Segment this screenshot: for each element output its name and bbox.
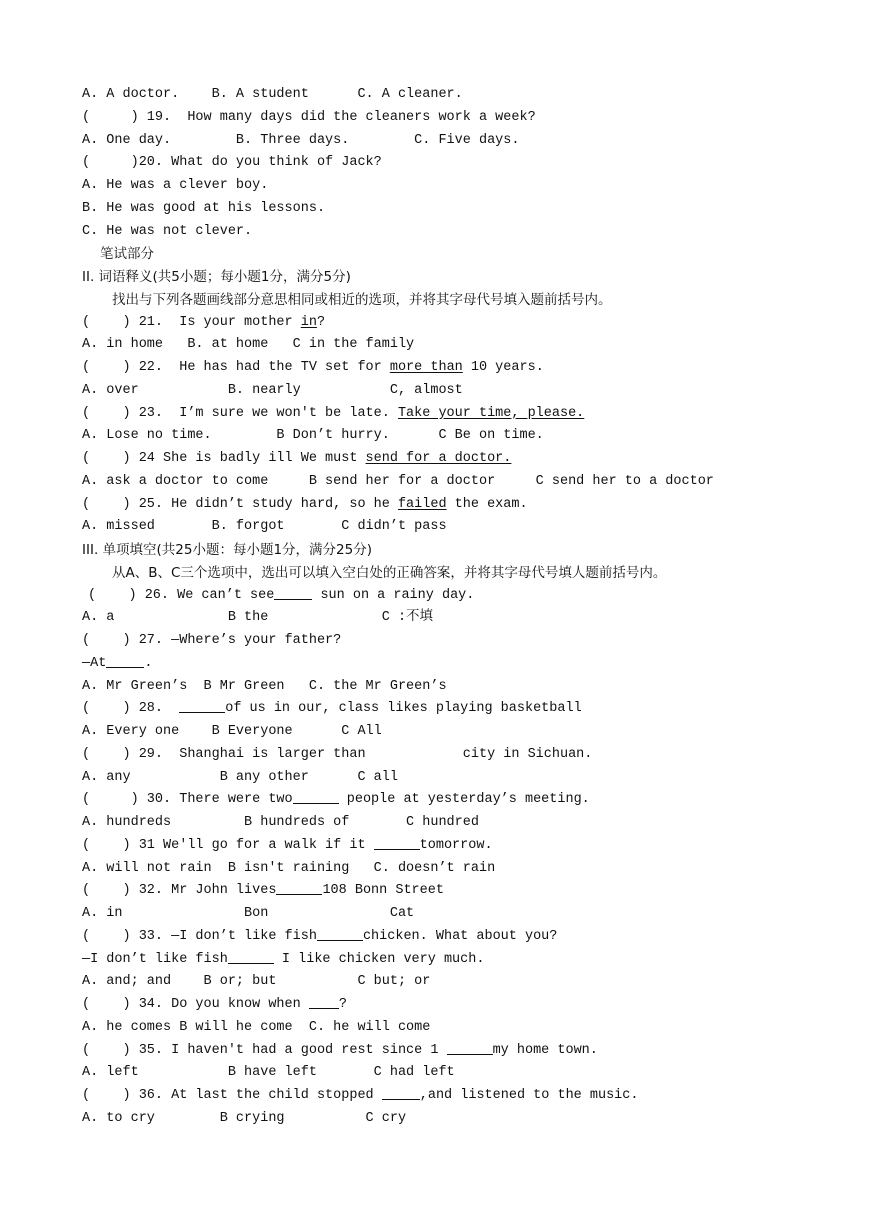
q30-text: ( ) 30. There were two	[82, 792, 293, 808]
q35-question	[82, 1040, 842, 1063]
q19-question: ( ) 19. How many days did the cleaners work a week?	[82, 109, 536, 125]
q22-text: ( ) 22. He has had the TV set for	[82, 360, 390, 375]
q32-question	[82, 880, 842, 903]
q24-text: ( ) 24 She is badly ill We must	[82, 451, 366, 466]
q28-blank	[179, 698, 225, 713]
q25-question	[82, 494, 842, 517]
q34-question	[82, 994, 842, 1017]
q21-question	[82, 312, 842, 335]
q23-text: ( ) 23. I’m sure we won't be late.	[82, 405, 398, 421]
q20-question: ( )20. What do you think of Jack?	[82, 155, 382, 171]
q21-options: A. in home B. at home C in the family	[82, 337, 415, 353]
q21-text: ( ) 21. Is your mother	[82, 314, 301, 330]
q32-blank	[276, 880, 322, 895]
q30-question	[82, 789, 842, 812]
q22-end: 10 years.	[462, 360, 544, 375]
written-part-heading: 笔试部分	[100, 246, 154, 263]
q33-question	[82, 926, 842, 949]
q36-end: ,and listened to the music.	[419, 1088, 639, 1103]
section-2-instructions: 找出与下列各题画线部分意思相同或相近的选项，并将其字母代号填入题前括号内。	[112, 291, 612, 308]
q31-text: ( ) 31 We'll go for a walk if it	[82, 837, 374, 853]
section-2-title: II. 词语释义(共5小题；每小题1分，满分5分)	[82, 269, 351, 285]
q36-blank	[382, 1085, 420, 1100]
section-3-title: III. 单项填空(共25小题：每小题1分，满分25分)	[82, 542, 373, 558]
q28-options: A. Every one B Everyone C All	[82, 724, 382, 739]
q35-end: my home town.	[492, 1042, 598, 1058]
q20-option-b: B. He was good at his lessons.	[82, 200, 326, 216]
q22-question	[82, 357, 842, 380]
q26-end: sun on a rainy day.	[312, 587, 475, 603]
q19-options: A. One day. B. Three days. C. Five days.	[82, 132, 520, 148]
q33-answer-end: I like chicken very much.	[273, 951, 485, 967]
q24-question	[82, 448, 842, 471]
q22-options: A. over B. nearly C, almost	[82, 382, 463, 398]
q26-options: A. a B the C :不填	[82, 610, 434, 626]
q33-options: A. and; and B or; but C but; or	[82, 974, 431, 990]
q25-text: ( ) 25. He didn’t study hard, so he	[82, 496, 398, 512]
q20-option-a: A. He was a clever boy.	[82, 178, 269, 193]
q25-end: the exam.	[446, 496, 528, 512]
q34-text: ( ) 34. Do you know when	[82, 997, 309, 1012]
q35-options: A. left B have left C had left	[82, 1065, 455, 1081]
q34-end: ?	[338, 997, 347, 1012]
exam-page	[82, 84, 842, 1131]
q33-end: chicken. What about you?	[362, 928, 558, 944]
q30-blank	[293, 789, 339, 804]
q21-end: ?	[316, 314, 326, 330]
q27-question: ( ) 27. —Where’s your father?	[82, 633, 342, 648]
q33-answer-line	[82, 949, 842, 972]
q23-question	[82, 403, 842, 426]
q36-text: ( ) 36. At last the child stopped	[82, 1088, 382, 1103]
q33-blank-1	[317, 926, 363, 941]
q20-option-c: C. He was not clever.	[82, 223, 253, 239]
q21-underlined: in	[300, 314, 317, 330]
q32-text: ( ) 32. Mr John lives	[82, 883, 277, 899]
q36-question	[82, 1085, 842, 1108]
q23-options: A. Lose no time. B Don’t hurry. C Be on time.	[82, 428, 544, 444]
q31-end: tomorrow.	[419, 837, 493, 853]
q28-text: ( ) 28.	[82, 701, 180, 717]
q22-underlined: more than	[389, 360, 463, 375]
q28-question	[82, 698, 842, 721]
q33-blank-2	[228, 949, 274, 964]
q27-answer-end: .	[144, 655, 153, 671]
q25-underlined: failed	[397, 496, 447, 512]
q29-options: A. any B any other C all	[82, 769, 398, 785]
q26-question	[82, 585, 842, 608]
q28-end: of us in our, class likes playing basketball	[225, 701, 582, 717]
q36-options: A. to cry B crying C cry	[82, 1110, 407, 1126]
q18-options: A. A doctor. B. A student C. A cleaner.	[82, 87, 463, 102]
q33-text: ( ) 33. —I don’t like fish	[82, 928, 317, 944]
q33-answer-text: —I don’t like fish	[82, 951, 228, 967]
q35-text: ( ) 35. I haven't had a good rest since 1	[82, 1042, 447, 1058]
q30-end: people at yesterday’s meeting.	[338, 792, 590, 808]
q32-end: 108 Bonn Street	[322, 883, 444, 899]
section-3-instructions: 从A、B、C三个选项中，选出可以填入空白处的正确答案，并将其字母代号填人题前括号内。	[112, 564, 667, 581]
q34-blank	[309, 994, 339, 1009]
q23-underlined: Take your time, please.	[397, 405, 585, 421]
q26-text: ( ) 26. We can’t see	[88, 587, 275, 603]
q31-options: A. will not rain B isn't raining C. doesn’t rain	[82, 860, 496, 876]
q27-answer-line	[82, 653, 842, 676]
q25-options: A. missed B. forgot C didn’t pass	[82, 519, 447, 535]
q27-options: A. Mr Green’s B Mr Green C. the Mr Green’s	[82, 678, 447, 694]
q27-answer-text: —At	[82, 655, 107, 671]
q35-blank	[447, 1040, 493, 1055]
q26-blank	[274, 585, 312, 600]
q24-options: A. ask a doctor to come B send her for a doctor C send her to a doctor	[82, 473, 714, 489]
q27-blank	[106, 653, 144, 668]
q29-question: ( ) 29. Shanghai is larger than city in Sichuan.	[82, 746, 593, 762]
q32-options: A. in Bon Cat	[82, 906, 415, 921]
q31-question	[82, 835, 842, 858]
q30-options: A. hundreds B hundreds of C hundred	[82, 815, 479, 830]
q34-options: A. he comes B will he come C. he will come	[82, 1019, 431, 1035]
q24-underlined: send for a doctor.	[365, 451, 512, 466]
q31-blank	[374, 835, 420, 850]
